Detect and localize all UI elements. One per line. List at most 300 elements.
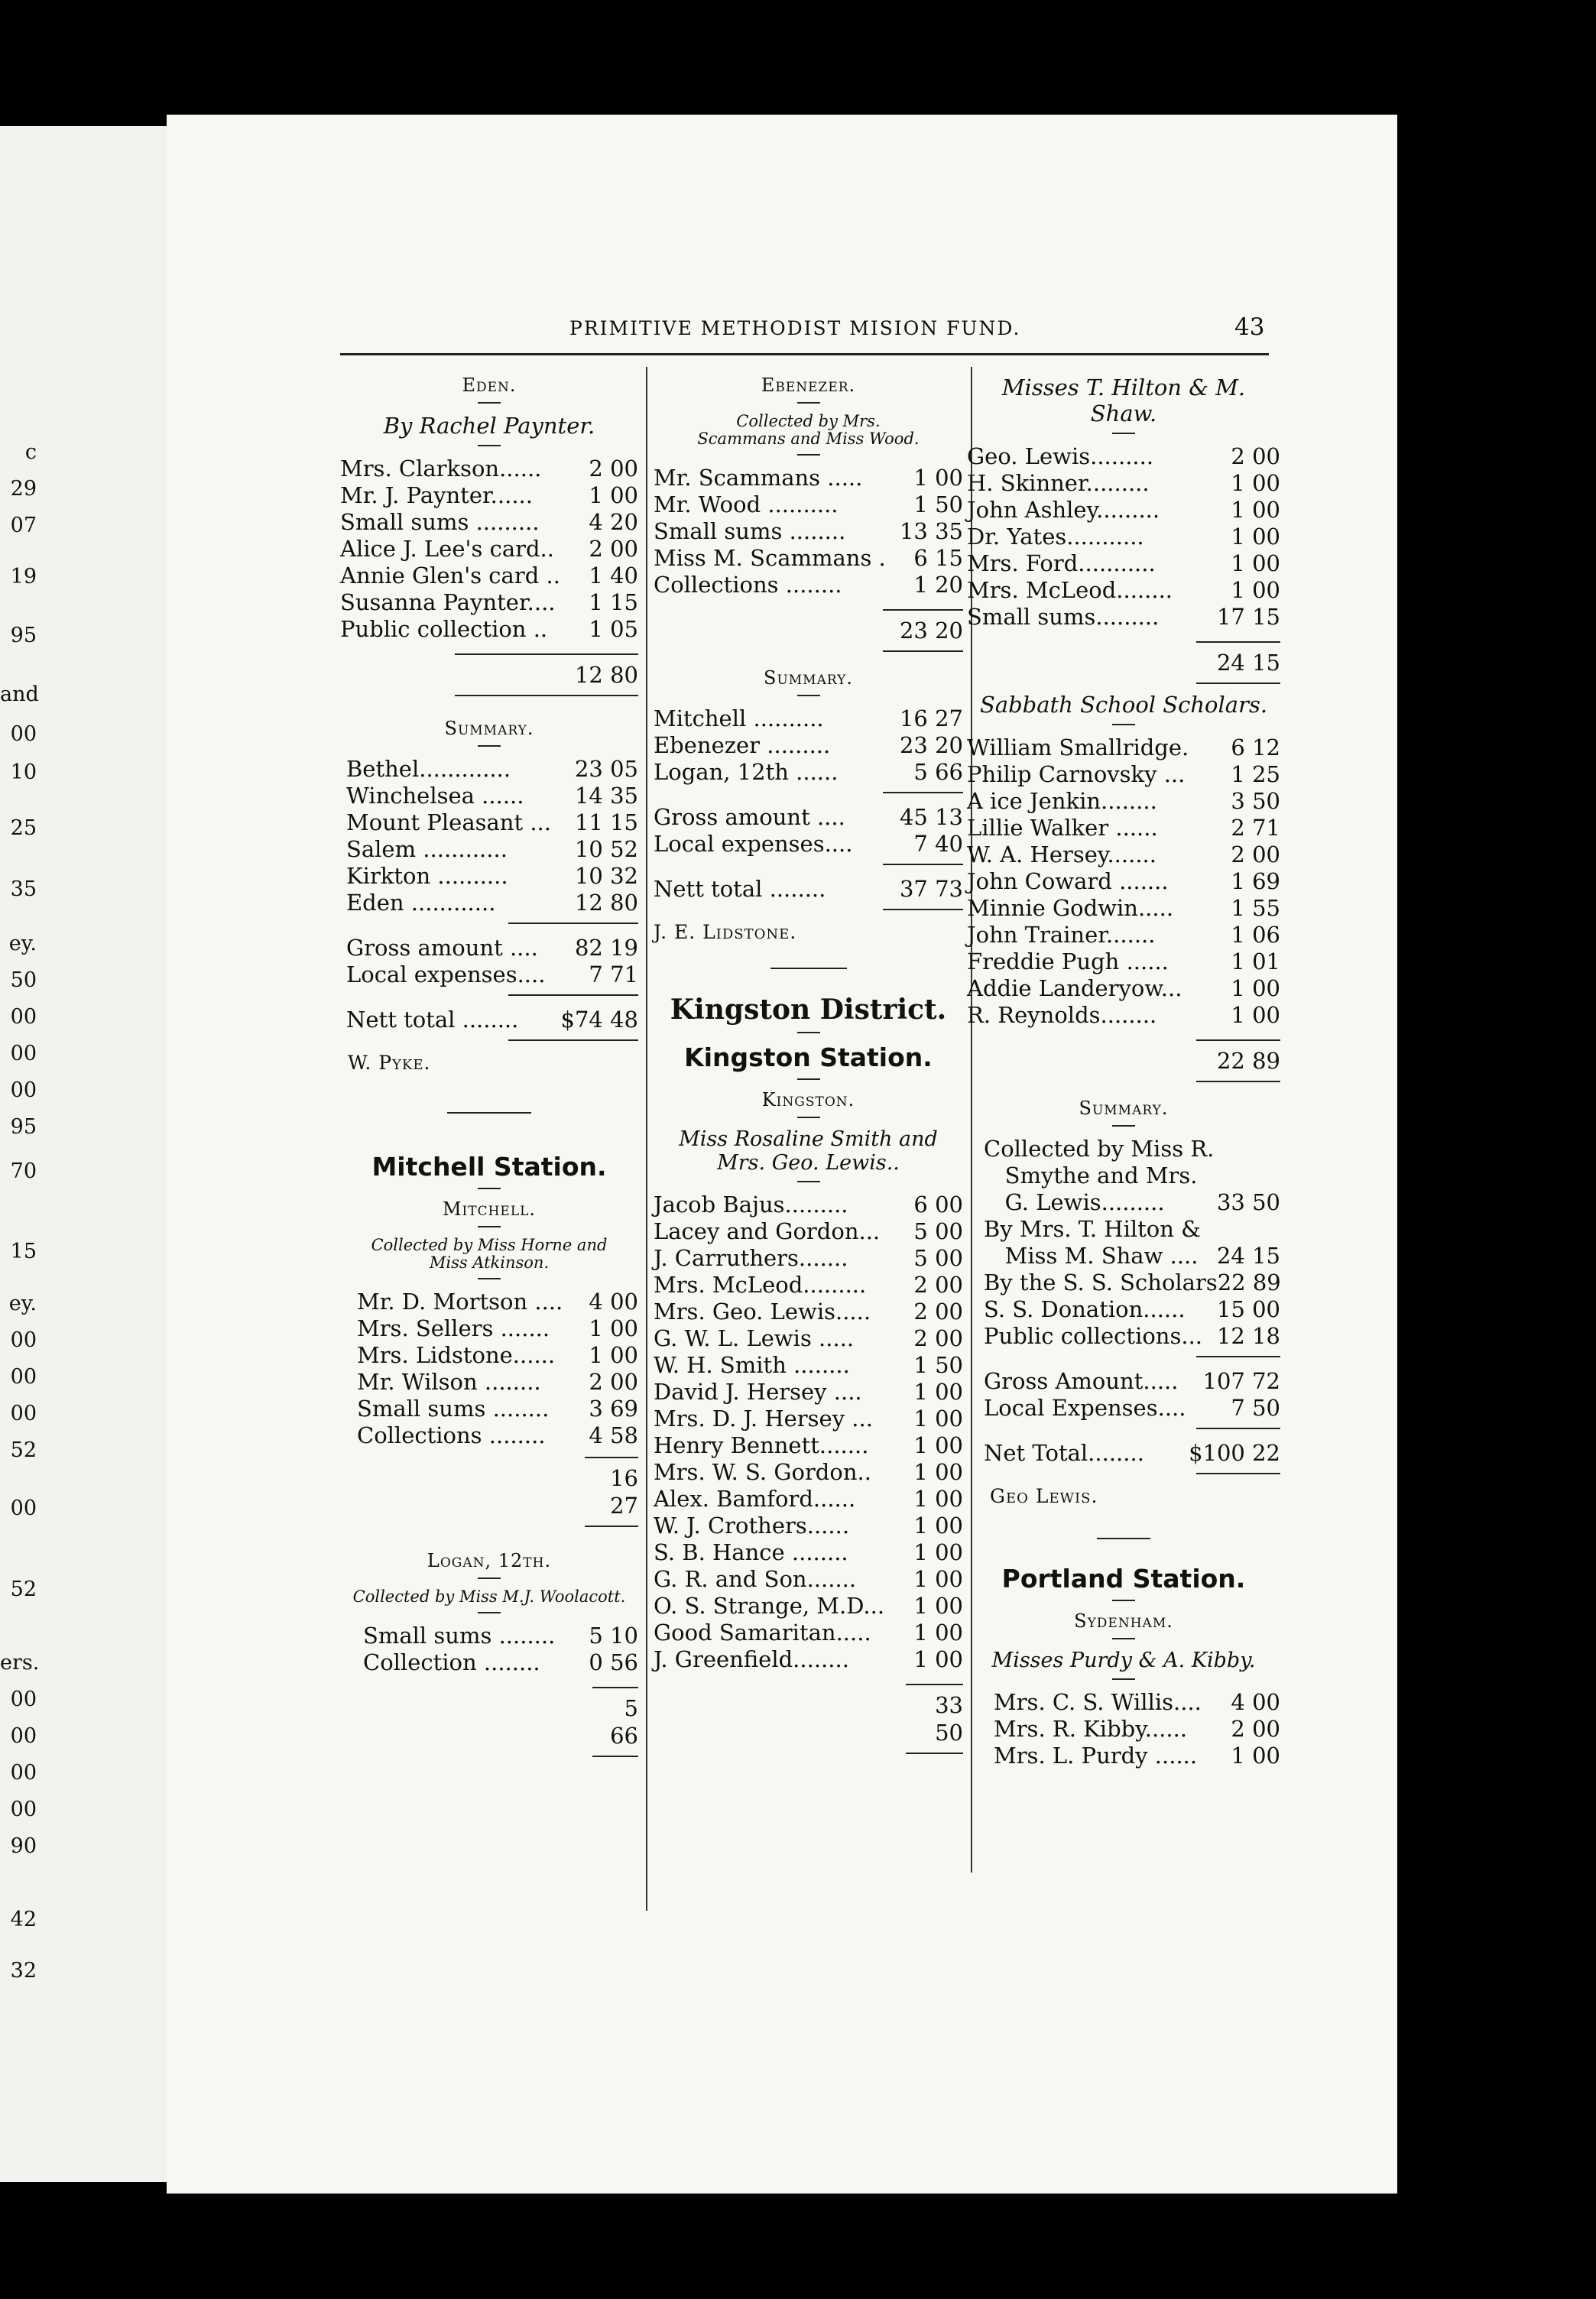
entry-name: Addie Landeryow... bbox=[967, 975, 1182, 1001]
entry-name: S. S. Donation...... bbox=[984, 1296, 1186, 1322]
entry-name: John Trainer....... bbox=[967, 922, 1156, 948]
local-expenses bbox=[654, 831, 963, 858]
entry-amount: 1 00 bbox=[589, 1342, 638, 1369]
entry-amount: 4 00 bbox=[589, 1289, 638, 1315]
entry-amount: 10 52 bbox=[574, 836, 638, 862]
left-page-text: 95 bbox=[10, 624, 37, 647]
entry-amount: 1 00 bbox=[913, 1539, 963, 1566]
column-2 bbox=[654, 375, 963, 1754]
list-item bbox=[357, 1422, 638, 1449]
list-item bbox=[346, 809, 638, 836]
nett-total bbox=[654, 876, 963, 903]
left-page-text: 00 bbox=[10, 721, 37, 746]
summary-heading: Summary. bbox=[764, 667, 853, 689]
left-page-text: 00 bbox=[10, 1401, 37, 1425]
entry-amount: 1 50 bbox=[913, 1352, 963, 1379]
entry-amount: 23 20 bbox=[899, 732, 963, 759]
entry-amount: 1 00 bbox=[913, 1486, 963, 1513]
entry-amount: 1 15 bbox=[589, 589, 638, 615]
list-item bbox=[346, 863, 638, 890]
page-number: 43 bbox=[1234, 313, 1265, 341]
list-item bbox=[994, 1743, 1280, 1769]
left-page-text: 00 bbox=[10, 1724, 37, 1748]
entry-amount: 5 00 bbox=[913, 1245, 963, 1272]
value: $100 22 bbox=[1189, 1440, 1280, 1466]
list-item bbox=[994, 1716, 1280, 1743]
eden-list bbox=[340, 456, 638, 643]
entry-amount: 12 18 bbox=[1216, 1323, 1280, 1349]
entry-amount: 4 58 bbox=[589, 1422, 638, 1449]
list-item bbox=[984, 1216, 1280, 1243]
entry-name: Jacob Bajus......... bbox=[654, 1192, 848, 1218]
entry-name: Smythe and Mrs. bbox=[984, 1162, 1198, 1188]
entry-amount: 1 69 bbox=[1231, 868, 1280, 894]
list-item bbox=[654, 1593, 963, 1620]
list-item bbox=[654, 1192, 963, 1218]
label: Gross amount .... bbox=[654, 804, 845, 831]
entry-amount: 2 00 bbox=[589, 536, 638, 562]
entry-name: Mitchell .......... bbox=[654, 705, 824, 732]
left-page-text: 00 bbox=[10, 1328, 37, 1352]
dash bbox=[797, 1078, 820, 1080]
entry-name: H. Skinner......... bbox=[967, 470, 1150, 496]
list-item bbox=[967, 470, 1280, 497]
entry-name: Mrs. McLeod......... bbox=[654, 1272, 867, 1299]
entry-name: J. Carruthers....... bbox=[654, 1245, 848, 1272]
entry-name: Small sums ......... bbox=[340, 509, 540, 535]
entry-amount: 33 50 bbox=[1216, 1189, 1280, 1215]
left-page-text: ey. bbox=[8, 1291, 37, 1315]
dash bbox=[1112, 1125, 1135, 1127]
dash bbox=[797, 402, 820, 404]
ebenezer-list bbox=[654, 465, 963, 598]
scholars-list bbox=[967, 734, 1280, 1029]
dash bbox=[1112, 433, 1135, 434]
gross-amount bbox=[654, 804, 963, 831]
mitchell-collector: Collected by Miss Horne and Miss Atkinson. bbox=[371, 1236, 608, 1273]
eden-collector: By Rachel Paynter. bbox=[383, 413, 595, 439]
entry-amount: 6 12 bbox=[1231, 734, 1280, 760]
dash bbox=[1112, 724, 1135, 725]
entry-amount: 1 00 bbox=[1231, 497, 1280, 523]
dash bbox=[1112, 1638, 1135, 1639]
dash bbox=[797, 695, 820, 696]
entry-amount: 14 35 bbox=[574, 783, 638, 809]
list-item bbox=[654, 1513, 963, 1539]
left-page-text: 00 bbox=[10, 1078, 37, 1103]
entry-name: W. A. Hersey....... bbox=[967, 841, 1156, 867]
entry-name: Collections ........ bbox=[357, 1422, 546, 1449]
list-item bbox=[967, 922, 1280, 948]
list-item bbox=[357, 1315, 638, 1342]
list-item bbox=[967, 841, 1280, 868]
sydenham-collector: Misses Purdy & A. Kibby. bbox=[991, 1649, 1256, 1672]
signature: W. Pyke. bbox=[348, 1052, 431, 1074]
list-item bbox=[967, 497, 1280, 524]
portland-station-heading: Portland Station. bbox=[1001, 1564, 1246, 1594]
entry-name: Lacey and Gordon... bbox=[654, 1218, 881, 1245]
entry-amount: 1 00 bbox=[589, 482, 638, 508]
list-item bbox=[967, 895, 1280, 922]
entry-name: Eden ............ bbox=[346, 890, 496, 916]
rule bbox=[883, 864, 963, 865]
dash bbox=[797, 1181, 820, 1182]
list-item bbox=[654, 1272, 963, 1299]
entry-amount: 12 80 bbox=[574, 890, 638, 916]
scholars-heading: Sabbath School Scholars. bbox=[979, 692, 1268, 718]
entry-name: Minnie Godwin..... bbox=[967, 895, 1174, 921]
logan-collector: Collected by Miss M.J. Woolacott. bbox=[352, 1587, 626, 1607]
label: Gross Amount..... bbox=[984, 1368, 1179, 1394]
left-page-text: 95 bbox=[10, 1115, 37, 1140]
entry-name: Mrs. Lidstone...... bbox=[357, 1342, 556, 1369]
entry-amount: 1 00 bbox=[913, 1513, 963, 1539]
list-item bbox=[967, 524, 1280, 550]
left-page-text: c bbox=[24, 440, 37, 464]
summary-list bbox=[654, 705, 963, 786]
left-page-text: 15 bbox=[10, 1240, 37, 1264]
value: 7 71 bbox=[589, 961, 638, 987]
entry-name: Mount Pleasant ... bbox=[346, 809, 551, 835]
entry-name: Philip Carnovsky ... bbox=[967, 761, 1186, 787]
left-page-text: 07 bbox=[10, 514, 37, 537]
entry-amount: 2 00 bbox=[913, 1299, 963, 1325]
entry-amount: 2 71 bbox=[1231, 815, 1280, 841]
header-rule bbox=[340, 353, 1269, 355]
label: Local expenses.... bbox=[654, 831, 853, 858]
list-item bbox=[654, 1486, 963, 1513]
dash bbox=[478, 1278, 501, 1279]
entry-amount: 2 00 bbox=[913, 1325, 963, 1352]
entry-name: Mrs. Sellers ....... bbox=[357, 1315, 550, 1342]
entry-amount: 5 10 bbox=[589, 1623, 638, 1649]
entry-amount: 6 00 bbox=[913, 1192, 963, 1218]
list-item bbox=[357, 1342, 638, 1369]
entry-name: Collected by Miss R. bbox=[984, 1136, 1215, 1162]
logan-total: 5 66 bbox=[592, 1687, 638, 1757]
label: Net Total........ bbox=[984, 1440, 1144, 1466]
value: 7 40 bbox=[913, 831, 963, 858]
entry-amount: 1 00 bbox=[913, 1566, 963, 1593]
entry-name: G. Lewis......... bbox=[984, 1189, 1165, 1215]
left-page-text: 00 bbox=[10, 1798, 37, 1821]
left-page-text: ey. bbox=[8, 932, 37, 956]
label: Gross amount .... bbox=[346, 935, 538, 961]
entry-name: William Smallridge. bbox=[967, 734, 1189, 760]
list-item bbox=[340, 482, 638, 509]
entry-amount: 5 66 bbox=[913, 759, 963, 786]
left-page-text: 00 bbox=[10, 1005, 37, 1030]
left-page-text: ers. bbox=[0, 1651, 40, 1675]
mitchell-total: 16 27 bbox=[585, 1457, 638, 1527]
entry-name: Mr. Wood .......... bbox=[654, 491, 839, 518]
list-item bbox=[984, 1189, 1280, 1216]
entry-amount: 3 50 bbox=[1231, 788, 1280, 814]
entry-amount: 1 00 bbox=[913, 465, 963, 491]
list-item bbox=[967, 1002, 1280, 1029]
entry-amount: 10 32 bbox=[574, 863, 638, 889]
value: 45 13 bbox=[899, 804, 963, 831]
left-page-text: 70 bbox=[10, 1159, 37, 1183]
entry-name: Winchelsea ...... bbox=[346, 783, 524, 809]
entry-amount: 1 00 bbox=[913, 1379, 963, 1406]
list-item bbox=[654, 759, 963, 786]
entry-name: Kirkton .......... bbox=[346, 863, 508, 889]
dash bbox=[478, 1578, 501, 1579]
entry-amount: 1 00 bbox=[1231, 577, 1280, 603]
entry-name: Good Samaritan..... bbox=[654, 1620, 871, 1646]
entry-name: By Mrs. T. Hilton & bbox=[984, 1216, 1201, 1242]
list-item bbox=[654, 1245, 963, 1272]
list-item bbox=[340, 509, 638, 536]
list-item bbox=[967, 868, 1280, 895]
list-item bbox=[357, 1289, 638, 1315]
entry-amount: 13 35 bbox=[899, 518, 963, 545]
label: Nett total ........ bbox=[654, 876, 826, 903]
entry-amount: 3 69 bbox=[589, 1396, 638, 1422]
entry-amount: 1 05 bbox=[589, 616, 638, 642]
list-item bbox=[363, 1649, 638, 1676]
entry-name: Mrs. R. Kibby...... bbox=[994, 1716, 1188, 1742]
dash bbox=[478, 402, 501, 404]
list-item bbox=[654, 1325, 963, 1352]
entry-amount: 1 00 bbox=[913, 1459, 963, 1486]
summary-list bbox=[346, 756, 638, 916]
entry-amount: 24 15 bbox=[1216, 1243, 1280, 1269]
sydenham-list bbox=[994, 1689, 1280, 1769]
entry-amount: 22 89 bbox=[1217, 1269, 1281, 1295]
kingston-list bbox=[654, 1192, 963, 1673]
section-rule bbox=[1097, 1538, 1150, 1539]
left-page-text: 00 bbox=[10, 1761, 37, 1785]
entry-name: G. W. L. Lewis ..... bbox=[654, 1325, 855, 1352]
entry-amount: 16 27 bbox=[899, 705, 963, 732]
list-item bbox=[654, 732, 963, 759]
left-page-text: 52 bbox=[10, 1438, 37, 1462]
list-item bbox=[654, 1620, 963, 1646]
label: Nett total ........ bbox=[346, 1007, 519, 1033]
column-divider-1 bbox=[646, 367, 647, 1911]
entry-name: Miss M. Shaw .... bbox=[984, 1243, 1199, 1269]
list-item bbox=[340, 589, 638, 616]
list-item bbox=[654, 1379, 963, 1406]
list-item bbox=[967, 577, 1280, 604]
rule bbox=[508, 1039, 638, 1041]
list-item bbox=[357, 1396, 638, 1422]
section-rule bbox=[770, 968, 847, 969]
logan-heading: Logan, 12th. bbox=[427, 1550, 552, 1572]
list-item bbox=[346, 890, 638, 916]
left-page-text: 19 bbox=[10, 565, 37, 589]
entry-name: Mrs. McLeod........ bbox=[967, 577, 1173, 603]
left-page-text: 32 bbox=[10, 1959, 37, 1983]
dash bbox=[478, 1188, 501, 1189]
hilton-heading: Misses T. Hilton & M. Shaw. bbox=[1001, 375, 1246, 426]
list-item bbox=[346, 756, 638, 783]
entry-name: Mrs. Clarkson...... bbox=[340, 456, 542, 482]
left-page-text: 00 bbox=[10, 1042, 37, 1066]
dash bbox=[1112, 1678, 1135, 1680]
entry-name: John Coward ....... bbox=[967, 868, 1169, 894]
entry-amount: 5 00 bbox=[913, 1218, 963, 1245]
label: Local expenses.... bbox=[346, 961, 546, 987]
entry-name: Mr. Wilson ........ bbox=[357, 1369, 541, 1396]
list-item bbox=[984, 1269, 1280, 1296]
entry-amount: 4 20 bbox=[589, 509, 638, 535]
entry-amount: 4 00 bbox=[1231, 1689, 1280, 1715]
list-item bbox=[654, 1218, 963, 1245]
entry-amount: 23 05 bbox=[574, 756, 638, 782]
list-item bbox=[984, 1136, 1280, 1162]
entry-name: A ice Jenkin........ bbox=[967, 788, 1157, 814]
sydenham-heading: Sydenham. bbox=[1074, 1610, 1173, 1632]
value: $74 48 bbox=[560, 1007, 638, 1033]
entry-name: John Ashley......... bbox=[967, 497, 1160, 523]
dash bbox=[478, 1226, 501, 1227]
list-item bbox=[654, 1406, 963, 1432]
entry-amount: 2 00 bbox=[1231, 443, 1280, 469]
list-item bbox=[363, 1623, 638, 1649]
nett-total bbox=[346, 1007, 638, 1033]
rule bbox=[883, 792, 963, 793]
entry-name: David J. Hersey .... bbox=[654, 1379, 862, 1406]
entry-amount: 1 00 bbox=[913, 1593, 963, 1620]
list-item bbox=[967, 815, 1280, 841]
hilton-list bbox=[967, 443, 1280, 631]
entry-amount: 1 00 bbox=[1231, 550, 1280, 576]
entry-amount: 1 06 bbox=[1231, 922, 1280, 948]
entry-amount: 1 00 bbox=[1231, 975, 1280, 1001]
value: 82 19 bbox=[574, 935, 638, 961]
list-item bbox=[654, 1432, 963, 1459]
entry-name: Mr. D. Mortson .... bbox=[357, 1289, 563, 1315]
net-total bbox=[984, 1440, 1280, 1467]
dash bbox=[797, 1032, 820, 1033]
list-item bbox=[346, 783, 638, 809]
entry-amount: 2 00 bbox=[1231, 1716, 1280, 1742]
left-page-text: 25 bbox=[10, 816, 37, 840]
list-item bbox=[654, 1352, 963, 1379]
entry-name: Ebenezer ......... bbox=[654, 732, 831, 759]
entry-name: Small sums ........ bbox=[357, 1396, 550, 1422]
list-item bbox=[967, 734, 1280, 761]
left-page-text: and bbox=[0, 682, 39, 706]
entry-amount: 1 00 bbox=[1231, 524, 1280, 550]
entry-name: Mrs. W. S. Gordon.. bbox=[654, 1459, 871, 1486]
rule bbox=[1196, 1356, 1280, 1357]
list-item bbox=[967, 975, 1280, 1002]
entry-amount: 1 25 bbox=[1231, 761, 1280, 787]
hilton-total: 24 15 bbox=[1196, 641, 1280, 684]
list-item bbox=[340, 616, 638, 643]
kingston-station-heading: Kingston Station. bbox=[684, 1042, 933, 1073]
entry-name: Alice J. Lee's card.. bbox=[340, 536, 554, 562]
entry-amount: 1 20 bbox=[913, 572, 963, 598]
district-heading: Kingston District. bbox=[670, 994, 947, 1026]
list-item bbox=[340, 536, 638, 563]
entry-amount: 2 00 bbox=[589, 1369, 638, 1396]
entry-amount: 1 00 bbox=[913, 1406, 963, 1432]
entry-amount: 6 15 bbox=[913, 545, 963, 572]
list-item bbox=[984, 1323, 1280, 1350]
left-page-text: 35 bbox=[10, 877, 37, 902]
entry-name: Mrs. Geo. Lewis..... bbox=[654, 1299, 871, 1325]
entry-name: Freddie Pugh ...... bbox=[967, 948, 1169, 974]
entry-amount: 1 40 bbox=[589, 563, 638, 589]
entry-name: Collection ........ bbox=[363, 1649, 540, 1676]
list-item bbox=[340, 456, 638, 482]
dash bbox=[478, 1612, 501, 1613]
list-item bbox=[994, 1689, 1280, 1716]
rule bbox=[883, 909, 963, 910]
rule bbox=[508, 923, 638, 924]
entry-amount: 2 00 bbox=[589, 456, 638, 482]
kingston-collector: Miss Rosaline Smith and Mrs. Geo. Lewis.. bbox=[679, 1127, 938, 1175]
ebenezer-heading: Ebenezer. bbox=[761, 375, 856, 396]
label: Local Expenses.... bbox=[984, 1395, 1186, 1421]
value: 7 50 bbox=[1231, 1395, 1280, 1421]
entry-name: Mrs. D. J. Hersey ... bbox=[654, 1406, 873, 1432]
local-expenses bbox=[346, 961, 638, 988]
entry-name: S. B. Hance ........ bbox=[654, 1539, 848, 1566]
entry-name: Public collections... bbox=[984, 1323, 1203, 1349]
section-rule bbox=[447, 1112, 531, 1114]
list-item bbox=[654, 1566, 963, 1593]
entry-name: J. Greenfield........ bbox=[654, 1646, 849, 1673]
entry-name: Small sums......... bbox=[967, 604, 1160, 630]
entry-name: O. S. Strange, M.D... bbox=[654, 1593, 885, 1620]
left-page-fragment bbox=[0, 126, 182, 2182]
gross-amount bbox=[346, 935, 638, 961]
list-item bbox=[654, 491, 963, 518]
scholars-total: 22 89 bbox=[1196, 1039, 1280, 1082]
eden-total: 12 80 bbox=[455, 653, 638, 696]
list-item bbox=[654, 572, 963, 598]
entry-amount: 2 00 bbox=[913, 1272, 963, 1299]
entry-name: Bethel............. bbox=[346, 756, 511, 782]
entry-name: Mr. J. Paynter...... bbox=[340, 482, 533, 508]
left-page-text: 50 bbox=[10, 968, 37, 993]
entry-name: Miss M. Scammans . bbox=[654, 545, 886, 572]
list-item bbox=[654, 1539, 963, 1566]
rule bbox=[1196, 1473, 1280, 1474]
list-item bbox=[654, 465, 963, 491]
entry-name: R. Reynolds........ bbox=[967, 1002, 1157, 1028]
entry-name: Small sums ........ bbox=[654, 518, 846, 545]
entry-name: W. H. Smith ........ bbox=[654, 1352, 850, 1379]
list-item bbox=[654, 1299, 963, 1325]
list-item bbox=[984, 1296, 1280, 1323]
entry-name: Mr. Scammans ..... bbox=[654, 465, 863, 491]
entry-name: Alex. Bamford...... bbox=[654, 1486, 856, 1513]
list-item bbox=[346, 836, 638, 863]
gross-amount bbox=[984, 1368, 1280, 1395]
signature: J. E. Lidstone. bbox=[654, 921, 797, 944]
column-3 bbox=[967, 375, 1280, 1769]
entry-name: Annie Glen's card .. bbox=[340, 563, 560, 589]
entry-amount: 1 00 bbox=[913, 1432, 963, 1459]
mitchell-list bbox=[357, 1289, 638, 1449]
entry-amount: 1 00 bbox=[1231, 1002, 1280, 1028]
dash bbox=[478, 445, 501, 446]
entry-amount: 1 00 bbox=[913, 1620, 963, 1646]
ebenezer-total: 23 20 bbox=[883, 609, 963, 652]
entry-name: Dr. Yates........... bbox=[967, 524, 1144, 550]
entry-amount: 17 15 bbox=[1216, 604, 1280, 630]
dash bbox=[1112, 1600, 1135, 1601]
entry-name: Logan, 12th ...... bbox=[654, 759, 839, 786]
list-item bbox=[967, 788, 1280, 815]
